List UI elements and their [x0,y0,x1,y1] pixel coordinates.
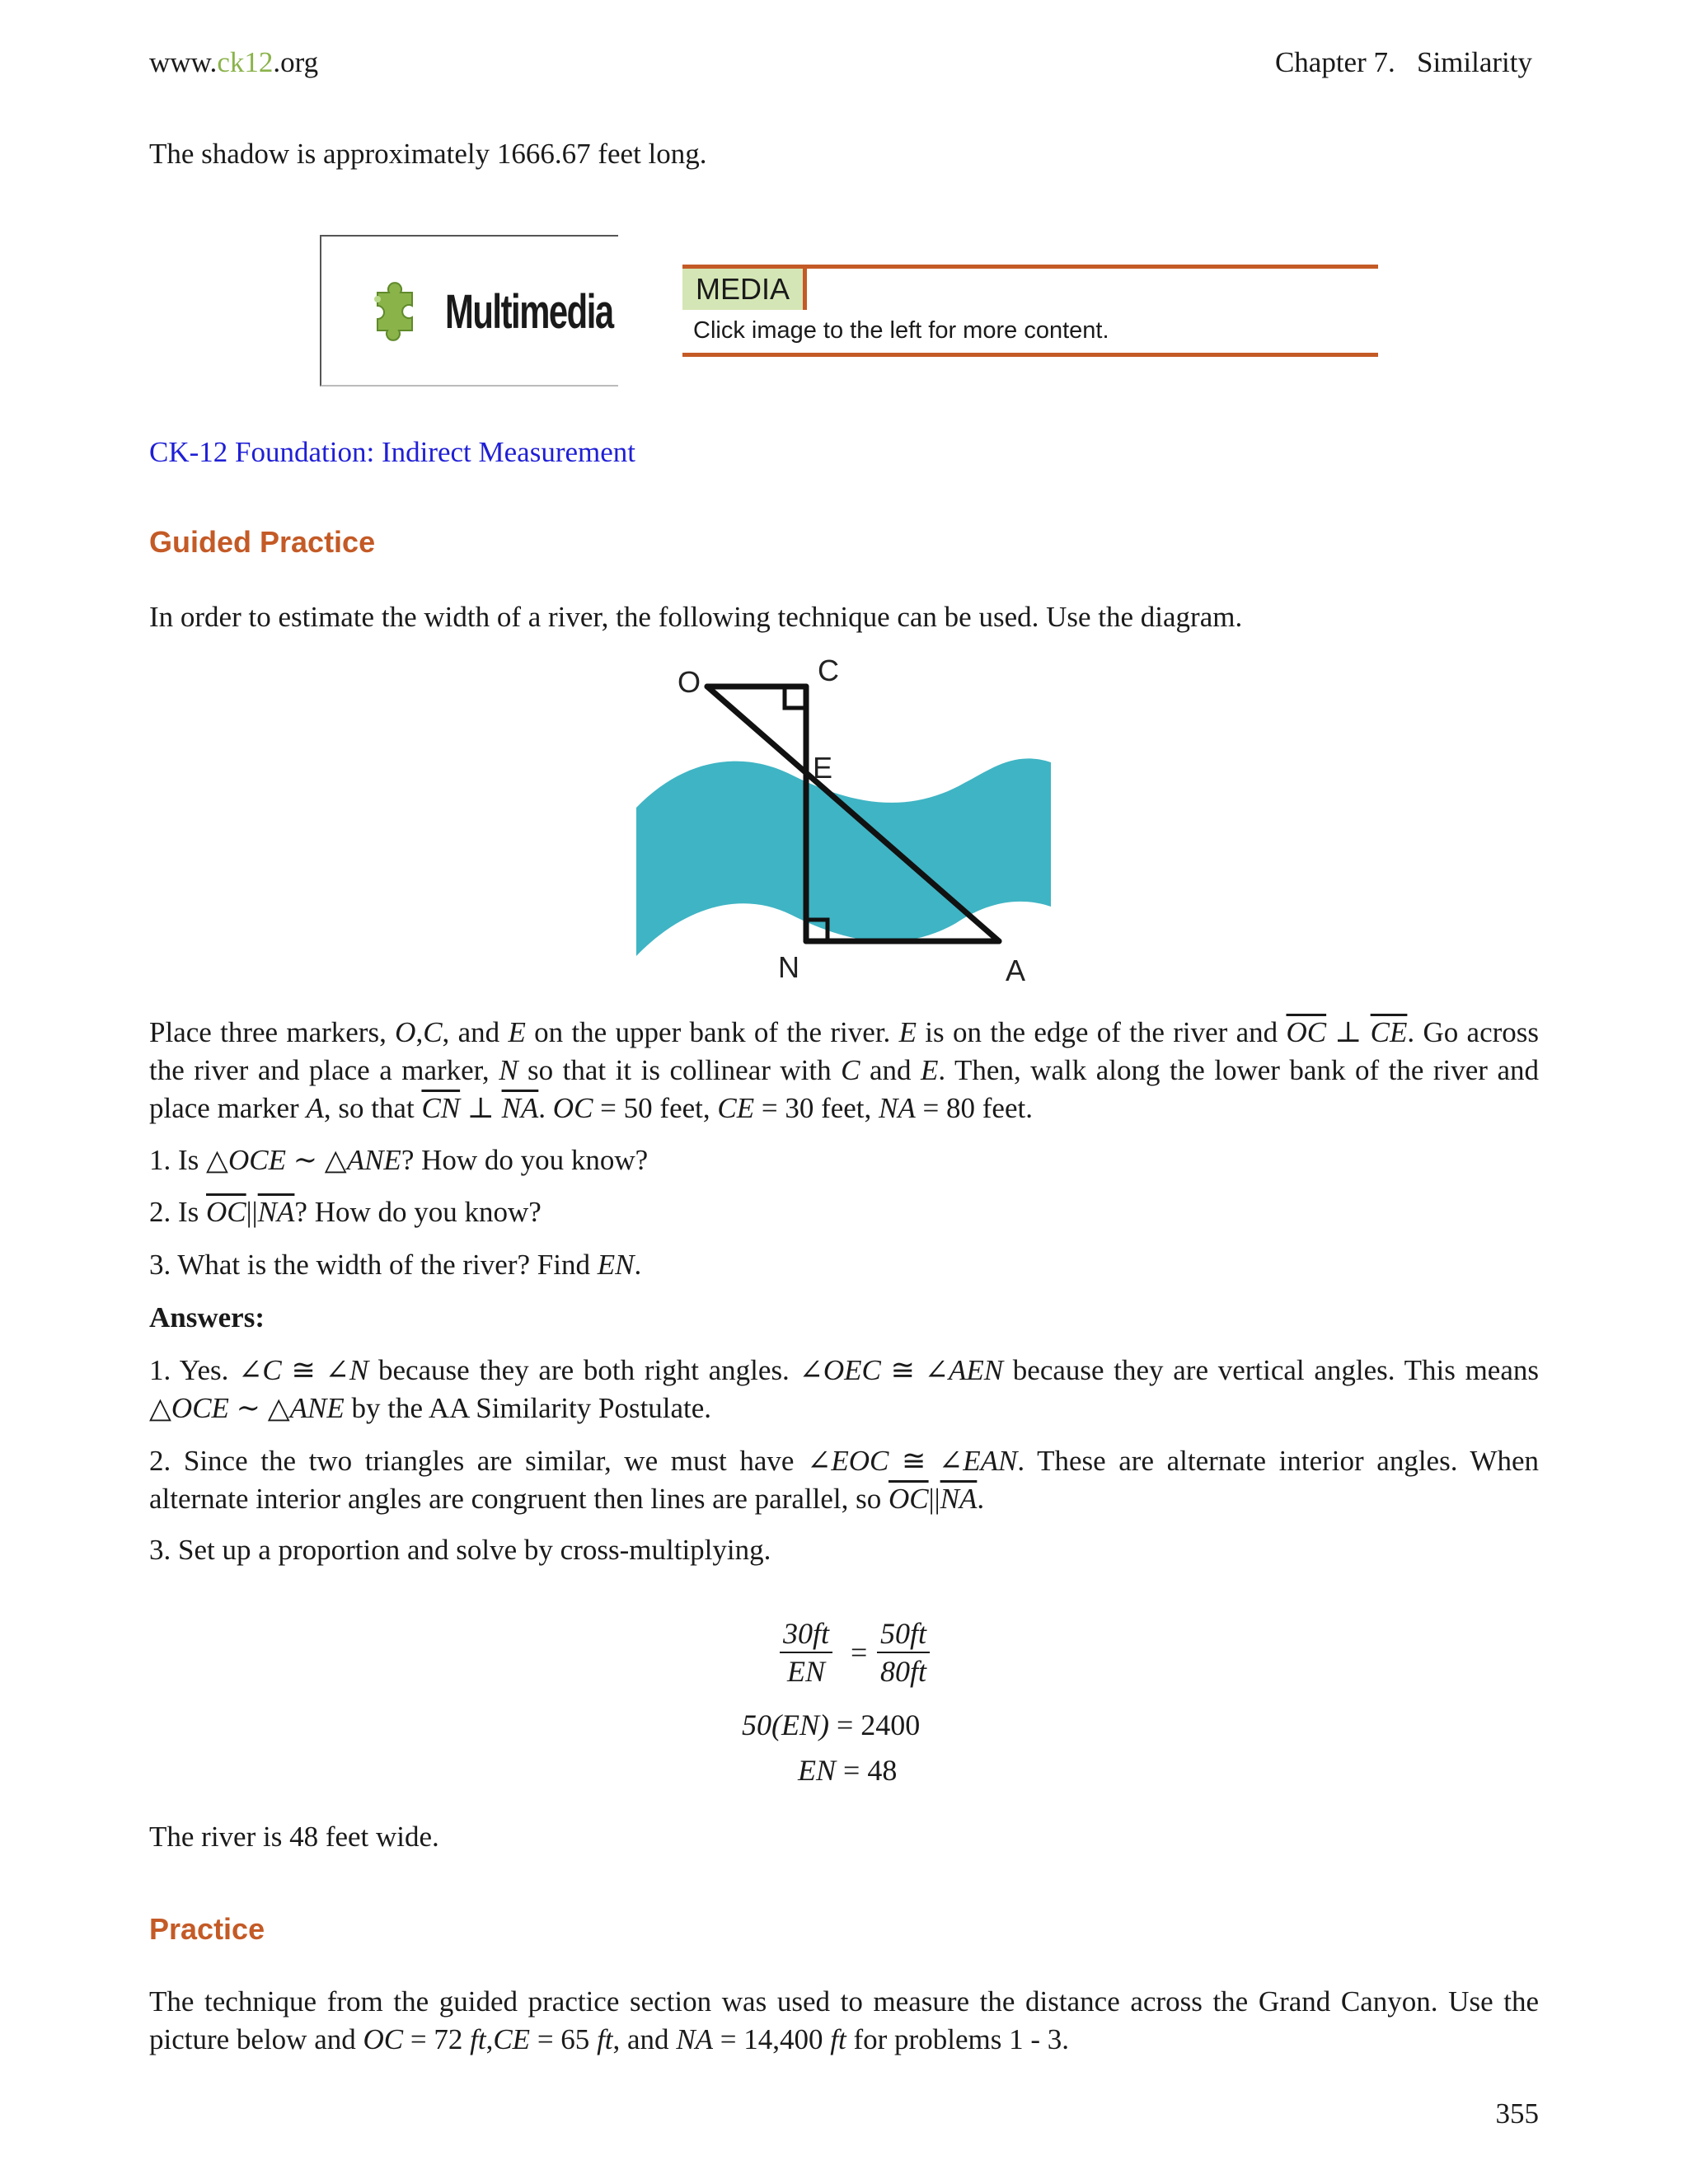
practice-paragraph: The technique from the guided practice section was used to measure the distance across the Grand Canyon. Use the picture below and OC = 72 ft,CE = 65 ft, and NA = 14,400 ft for problems 1 - 3. [149,1985,1539,2055]
media-bottom-rule [682,353,1378,357]
practice-heading: Practice [149,1912,265,1946]
question-2: 2. Is $\overline{OC}||\overline{NA}$? How do you know? [149,1196,542,1228]
multimedia-title: Multimedia [445,285,613,339]
guided-paragraph: Place three markers, O,C, and E on the upper bank of the river. E is on the edge of the river and $\overline{OC}$ ⊥ $\overline{CE}$. Go across the river and place a marker, N so that it is collinear with C and E. Then, walk along the lower bank of the river and place marker A, so that $\overline{CN}$ ⊥ $\overline{NA}$. OC = 50 feet, CE = 30 feet, NA = 80 feet. [149,1016,1540,1124]
guided-practice-heading: Guided Practice [149,525,376,559]
equation-line-3: EN = 48 [798,1754,898,1787]
chapter-title: Chapter 7. Similarity [1274,46,1532,78]
answers-label: Answers: [149,1301,265,1333]
fraction-right: $\frac{50ft}{80ft}$ [877,1615,930,1690]
label-o: O [678,665,701,699]
media-label: MEDIA [682,269,807,310]
equation-line-2: 50(EN) = 2400 [742,1708,921,1741]
question-3: 3. What is the width of the river? Find EN. [149,1249,642,1281]
answer-3: 3. Set up a proportion and solve by cross-multiplying. [149,1534,771,1566]
question-1: 1. Is △OCE ∼ △ANE? How do you know? [149,1144,649,1176]
fraction-left: $\frac{30ft}{EN}$ [780,1615,832,1690]
site-url[interactable] [149,46,318,79]
media-note: Click image to the left for more content. [693,317,1109,344]
river [636,758,1051,956]
intro-line: The shadow is approximately 1666.67 feet long. [149,138,707,170]
puzzle-piece-icon [361,281,429,347]
label-c: C [818,659,839,687]
right-angle-c [785,687,806,708]
answer-2: 2. Since the two triangles are similar, we must have ∠EOC ≅ ∠EAN. These are alternate interior angles. When alternate interior angles are congruent then lines are parallel, so $\overline{OC}||\overline{NA}$. [149,1445,1540,1515]
indirect-measurement-link[interactable]: CK-12 Foundation: Indirect Measurement [149,436,636,468]
label-n: N [778,950,799,984]
multimedia-thumbnail[interactable] [320,235,618,387]
guided-intro: In order to estimate the width of a river, the following technique can be used. Use the diagram. [149,601,1243,633]
river-diagram [626,659,1071,989]
page-number: 355 [1495,2097,1539,2130]
site-url-prefix: www. [149,46,218,78]
conclusion: The river is 48 feet wide. [149,1821,439,1853]
site-url-suffix: .org [273,46,319,78]
equation-proportion: $\frac{30ft}{EN}$ = $\frac{50ft}{80ft}$ [775,1615,940,1706]
label-a: A [1006,954,1026,987]
answer-1: 1. Yes. ∠C ≅ ∠N because they are both right angles. ∠OEC ≅ ∠AEN because they are vertical angles. This means △OCE ∼ △ANE by the AA Similarity Postulate. [149,1354,1539,1424]
site-url-brand: ck12 [217,46,274,78]
label-e: E [813,751,833,785]
